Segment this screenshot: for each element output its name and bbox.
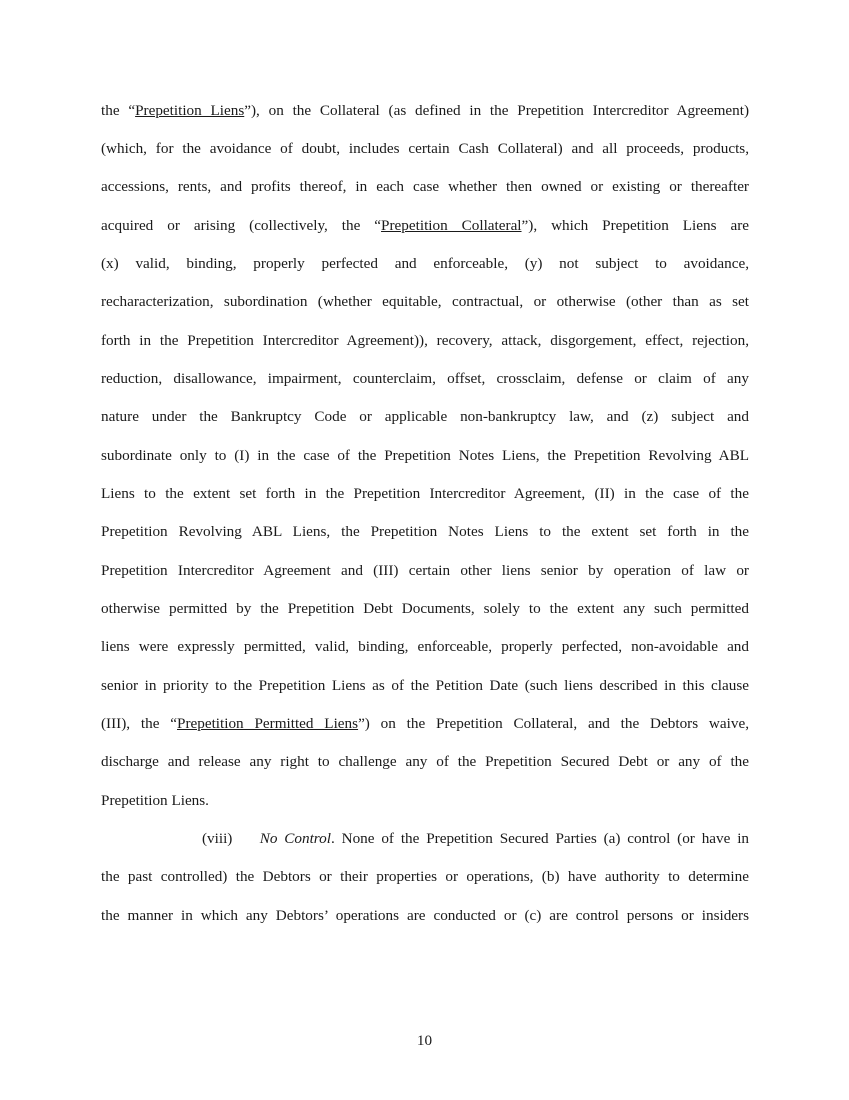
text-line: recharacterization, subordination (whether equitable, contractual, or otherwise (other than as set: [101, 293, 749, 310]
section-title: No Control: [259, 830, 331, 847]
text-line: forth in the Prepetition Intercreditor Agreement)), recovery, attack, disgorgement, effect, rejection,: [101, 332, 749, 349]
text-line: subordinate only to (I) in the case of the Prepetition Notes Liens, the Prepetition Revolving ABL: [101, 447, 749, 464]
text-line: the past controlled) the Debtors or their properties or operations, (b) have authority to determine: [101, 868, 749, 885]
text-line: discharge and release any right to challenge any of the Prepetition Secured Debt or any of the: [101, 753, 749, 770]
section-heading-line: (viii) No Control. None of the Prepetition Secured Parties (a) control (or have in: [202, 830, 750, 847]
text-line: Prepetition Revolving ABL Liens, the Prepetition Notes Liens to the extent set forth in the: [101, 523, 749, 540]
text-line: the “Prepetition Liens”), on the Collateral (as defined in the Prepetition Intercreditor Agreement): [101, 102, 750, 119]
text-line: acquired or arising (collectively, the “Prepetition Collateral”), which Prepetition Liens are: [101, 217, 749, 234]
text-line: nature under the Bankruptcy Code or applicable non-bankruptcy law, and (z) subject and: [101, 408, 749, 425]
text-line: liens were expressly permitted, valid, binding, enforceable, properly perfected, non-avoidable and: [101, 638, 749, 655]
page-number: 10: [416, 1032, 433, 1049]
text-line: Prepetition Liens.: [101, 792, 209, 809]
text-line: reduction, disallowance, impairment, counterclaim, offset, crossclaim, defense or claim of any: [101, 370, 749, 387]
text-line: the manner in which any Debtors’ operations are conducted or (c) are control persons or insiders: [101, 907, 749, 924]
text-line: Prepetition Intercreditor Agreement and (III) certain other liens senior by operation of law or: [101, 562, 749, 579]
text-line: senior in priority to the Prepetition Liens as of the Petition Date (such liens described in this clause: [101, 677, 749, 694]
section-number: (viii): [202, 830, 233, 847]
defined-term: Prepetition Permitted Liens: [177, 715, 359, 732]
defined-term: Prepetition Collateral: [381, 217, 522, 234]
defined-term: Prepetition Liens: [135, 102, 245, 119]
text-line: Liens to the extent set forth in the Prepetition Intercreditor Agreement, (II) in the case of the: [101, 485, 749, 502]
text-line: (which, for the avoidance of doubt, includes certain Cash Collateral) and all proceeds, products,: [101, 140, 749, 157]
text-line: accessions, rents, and profits thereof, in each case whether then owned or existing or thereafter: [101, 178, 749, 195]
text-line: (III), the “Prepetition Permitted Liens”) on the Prepetition Collateral, and the Debtors waive,: [101, 715, 749, 732]
text-line: (x) valid, binding, properly perfected and enforceable, (y) not subject to avoidance,: [101, 255, 749, 272]
text-line: otherwise permitted by the Prepetition Debt Documents, solely to the extent any such permitted: [101, 600, 749, 617]
